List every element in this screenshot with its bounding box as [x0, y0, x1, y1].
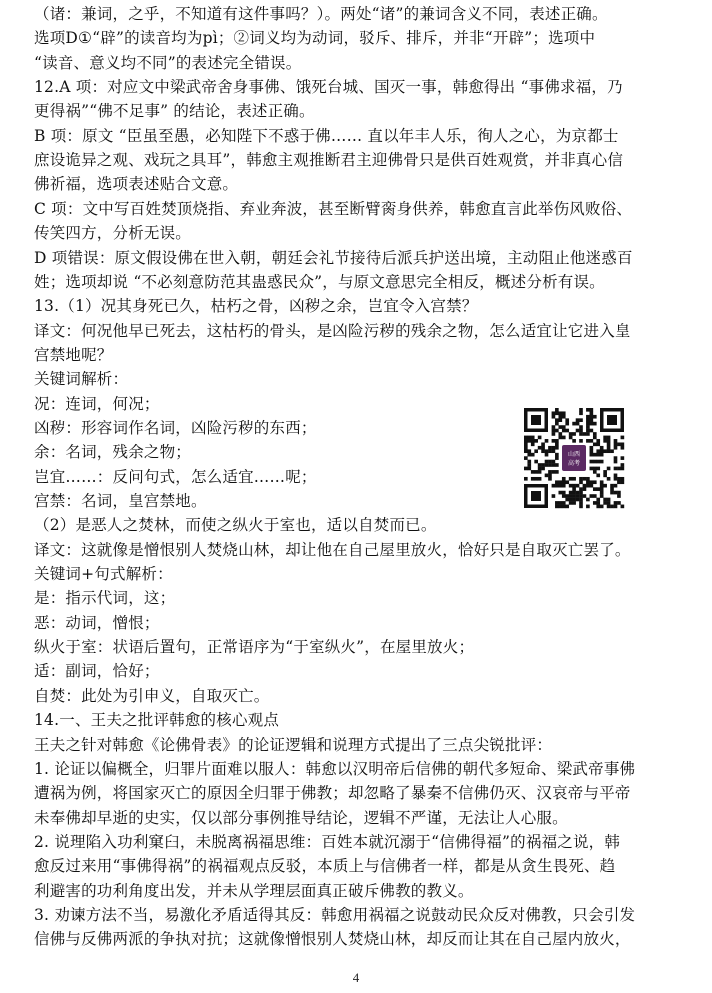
- text-line: 王夫之针对韩愈《论佛骨表》的论证逻辑和说理方式提出了三点尖锐批评：: [34, 735, 553, 754]
- text-line: 余：名词，残余之物；: [34, 443, 192, 462]
- text-line: D 项错误：原文假设佛在世入朝，朝廷会礼节接待后派兵护送出境，主动阻止他迷惑百: [34, 248, 633, 267]
- text-line: 况：连词，何况；: [34, 394, 160, 413]
- text-line: 译文：这就像是憎恨别人焚烧山林，却让他在自己屋里放火，恰好只是自取灭亡罢了。: [34, 540, 631, 559]
- page-number: 4: [352, 970, 360, 985]
- text-line: 选项D①“辟”的读音均为pì；②词义均为动词，驳斥、排斥，并非“开辟”；选项中: [34, 29, 596, 48]
- text-line: 姓；选项却说 “不必刻意防范其蛊惑民众”，与原文意思完全相反，概述分析有误。: [34, 272, 605, 291]
- text-line: 传笑四方，分析无误。: [34, 224, 192, 243]
- text-line: 译文：何况他早已死去，这枯朽的骨头，是凶险污秽的残余之物，怎么适宜让它进入皇: [34, 321, 631, 340]
- text-line: 宫禁：名词，皇宫禁地。: [34, 492, 207, 510]
- text-line: （2）是恶人之焚林，而使之纵火于室也，适以自焚而已。: [34, 516, 437, 535]
- text-line: C 项：文中写百姓焚顶烧指、弃业奔波，甚至断臂脔身供养，韩愈直言此举伤风败俗、: [34, 199, 633, 218]
- text-line: 1. 论证以偏概全，归罪片面难以服人：韩愈以汉明帝后信佛的朝代多短命、梁武帝事佛: [34, 759, 636, 778]
- qr-finder-top-right: [600, 408, 624, 432]
- text-line: 自焚：此处为引申义，自取灭亡。: [34, 686, 270, 705]
- qr-center-logo: [560, 443, 588, 473]
- qr-finder-bottom-left: [524, 484, 548, 508]
- text-line: 更得祸”“佛不足事” 的结论，表述正确。: [34, 102, 315, 121]
- qr-logo-text-bottom: 高考: [567, 460, 581, 467]
- text-line: 庶设诡异之观、戏玩之具耳”，韩愈主观推断君主迎佛骨只是供百姓观赏，并非真心信: [34, 151, 624, 170]
- text-line: 凶秽：形容词作名词，凶险污秽的东西；: [34, 418, 317, 437]
- qr-finder-top-left: [524, 408, 548, 432]
- text-line: 2. 说理陷入功利窠臼，未脱离祸福思维：百姓本就沉溺于“信佛得福”的祸福之说，韩: [34, 832, 621, 851]
- text-line: 纵火于室：状语后置句，正常语序为“于室纵火”，在屋里放火；: [34, 638, 475, 657]
- qr-logo-text-top: 山西: [567, 451, 581, 458]
- text-line: 13.（1）况其身死已久，枯朽之骨，凶秽之余，岂宜令入宫禁？: [34, 297, 478, 316]
- text-line: （诸：兼词，之乎，不知道有这件事吗？）。两处“诸”的兼词含义不同，表述正确。: [34, 5, 608, 23]
- text-line: 岂宜……：反问句式，怎么适宜……呢；: [34, 467, 317, 486]
- text-line: 信佛与反佛两派的争执对抗；这就像憎恨别人焚烧山林，却反而让其在自己屋内放火，: [34, 930, 631, 949]
- qr-code: [522, 406, 626, 510]
- text-line: 愈反过来用“事佛得祸”的祸福观点反驳，本质上与信佛者一样，都是从贪生畏死、趋: [34, 857, 616, 876]
- text-line: 关键词解析：: [34, 370, 129, 389]
- text-line: 适：副词，恰好；: [34, 662, 160, 681]
- text-line: 14.一、王夫之批评韩愈的核心观点: [34, 711, 280, 730]
- text-line: 关键词+句式解析：: [34, 565, 173, 584]
- text-line: 恶：动词，憎恨；: [34, 613, 160, 632]
- text-line: 未奉佛却早逝的史实，仅以部分事例推导结论，逻辑不严谨，无法让人心服。: [34, 808, 568, 827]
- text-line: B 项：原文 “臣虽至愚，必知陛下不惑于佛…… 直以年丰人乐，徇人之心，为京都士: [34, 126, 619, 145]
- text-line: 宫禁地呢？: [34, 345, 113, 364]
- text-line: 利避害的功利角度出发，并未从学理层面真正破斥佛教的教义。: [34, 881, 474, 900]
- text-line: 12.A 项：对应文中梁武帝舍身事佛、饿死台城、国灭一事，韩愈得出 “事佛求福，乃: [34, 78, 623, 97]
- text-line: “读音、意义均不同”的表述完全错误。: [34, 53, 302, 72]
- text-line: 3. 劝谏方法不当，易激化矛盾适得其反：韩愈用祸福之说鼓动民众反对佛教，只会引发: [34, 905, 636, 924]
- text-line: 是：指示代词，这；: [34, 589, 176, 608]
- text-line: 佛祈福，选项表述贴合文意。: [34, 175, 239, 194]
- text-line: 遭祸为例，将国家灭亡的原因全归罪于佛教；却忽略了暴秦不信佛仍灭、汉哀帝与平帝: [34, 784, 631, 803]
